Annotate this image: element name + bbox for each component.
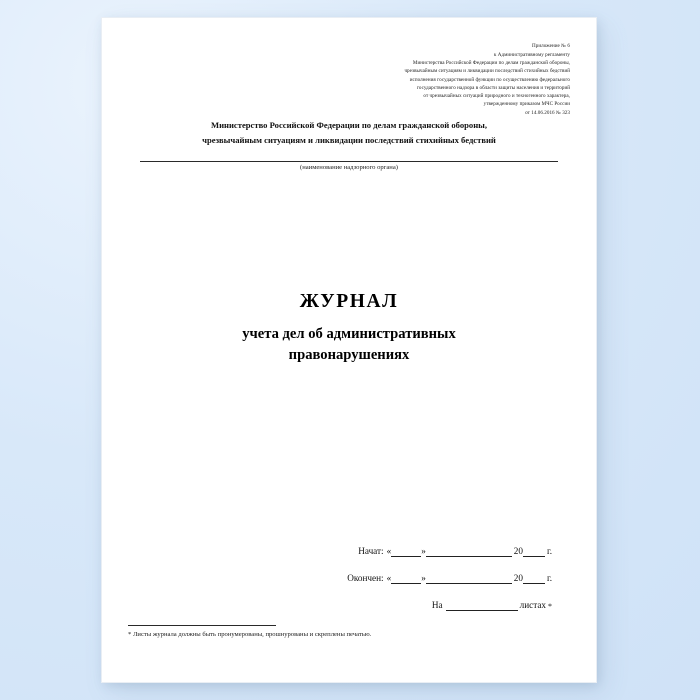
day-input-started[interactable] xyxy=(391,547,421,557)
year-prefix-started: 20 xyxy=(513,546,523,556)
organization-line: чрезвычайным ситуациям и ликвидации последствий стихийных бедствий xyxy=(202,134,496,145)
quote-close: » xyxy=(421,573,426,584)
organization-line: Министерство Российской Федерации по делам гражданской обороны, xyxy=(210,120,488,130)
appendix-line: Приложение № 6 xyxy=(532,43,570,49)
year-input-finished[interactable] xyxy=(523,574,545,584)
appendix-line: Министерства Российской Федерации по делам гражданской обороны, xyxy=(412,60,570,66)
page-subtitle xyxy=(102,324,596,365)
document-title-block xyxy=(102,290,596,366)
fill-in-fields xyxy=(302,546,552,611)
year-prefix-finished: 20 xyxy=(513,573,523,584)
month-input-finished[interactable] xyxy=(426,574,512,584)
page-subtitle-line: правонарушениях xyxy=(288,347,410,364)
field-row-sheets xyxy=(302,600,552,611)
quote-open: « xyxy=(386,573,392,584)
quote-open: « xyxy=(386,546,392,556)
field-label-finished: Окончен: xyxy=(347,573,384,584)
field-row-started xyxy=(302,546,552,557)
appendix-line: чрезвычайным ситуациям и ликвидации последствий стихийных бедствий xyxy=(404,68,570,75)
supervisory-body-caption: (наименование надзорного органа) xyxy=(300,164,398,171)
quote-close: » xyxy=(421,546,426,556)
appendix-line: исполнения государственной функции по осуществлению федерального xyxy=(409,76,570,83)
day-input-finished[interactable] xyxy=(391,574,421,584)
appendix-line: утвержденному приказом МЧС России xyxy=(483,101,570,108)
year-input-started[interactable] xyxy=(523,547,545,557)
footnote-text: * Листы журнала должны быть пронумерованы, прошнурованы и скреплены печатью. xyxy=(128,631,372,638)
field-row-finished xyxy=(302,573,552,584)
appendix-reference-block xyxy=(280,42,570,117)
sheets-count-input[interactable] xyxy=(446,601,518,611)
organization-name xyxy=(102,118,596,148)
footnote-marker: * xyxy=(548,601,552,611)
page-subtitle-line: учета дел об административных xyxy=(242,326,456,343)
supervisory-body-rule xyxy=(140,161,558,162)
appendix-line: к Административному регламенту xyxy=(493,51,570,58)
year-suffix-finished: г. xyxy=(546,573,552,584)
field-unit-sheets: листах xyxy=(519,600,546,611)
field-label-sheets: На xyxy=(431,600,443,611)
document-page-content xyxy=(102,18,596,682)
document-page xyxy=(102,18,596,682)
appendix-line: государственного надзора в области защиты населения и территорий xyxy=(416,84,570,91)
year-suffix-started: г. xyxy=(546,546,552,556)
page-title: ЖУРНАЛ xyxy=(299,291,399,312)
field-label-started: Начат: xyxy=(358,546,384,556)
appendix-line: от чрезвычайных ситуаций природного и техногенного характера, xyxy=(423,93,570,99)
month-input-started[interactable] xyxy=(426,547,512,557)
footnote-rule xyxy=(128,625,276,626)
appendix-line: от 14.06.2016 № 323 xyxy=(525,109,570,116)
